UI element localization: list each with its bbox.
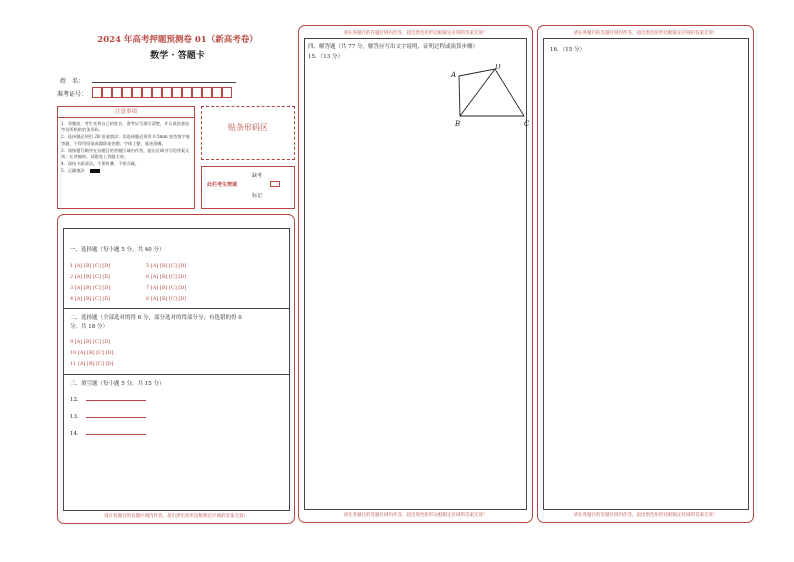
boundary-warning: 请在各题目的答题区域内作答，超出黑色矩形边框限定区域的答案无效！ bbox=[104, 514, 248, 519]
id-digit-box[interactable] bbox=[112, 87, 122, 98]
name-label: 姓 名： bbox=[60, 78, 85, 85]
section2-title-cont: 分，共 18 分） bbox=[70, 324, 108, 330]
divider bbox=[64, 308, 289, 309]
notice-item: 3．请按题号顺序在各题目的答题区域内作答，超出区域书写的答案无效；在草稿纸、试题卷上答题无效。 bbox=[61, 147, 190, 160]
mc-row[interactable]: 5 [A] [B] [C] [D] bbox=[146, 263, 187, 269]
answer-panel-2 bbox=[298, 25, 533, 523]
id-boxes[interactable] bbox=[92, 87, 232, 98]
absent-top-label: 缺考 bbox=[252, 173, 263, 179]
id-digit-box[interactable] bbox=[172, 87, 182, 98]
divider bbox=[64, 374, 289, 375]
fill-blank-number: 13． bbox=[70, 414, 83, 420]
mc-row[interactable]: 9 [A] [B] [C] [D] bbox=[70, 339, 111, 345]
section3-title: 三、填空题（每小题 5 分，共 15 分） bbox=[70, 381, 165, 387]
fill-blank-row[interactable] bbox=[70, 428, 146, 437]
boundary-warning: 请在各题目的答题区域内作答，超出黑色矩形边框限定区域的答案无效！ bbox=[343, 31, 488, 36]
fill-blank-line[interactable] bbox=[86, 411, 146, 418]
id-digit-box[interactable] bbox=[152, 87, 162, 98]
id-digit-box[interactable] bbox=[192, 87, 202, 98]
page-subtitle: 数学 · 答题卡 bbox=[150, 51, 205, 61]
notice-item: 2．选择题必须用 2B 铅笔填涂；非选择题必须用 0.5mm 黑色签字笔答题，不得用铅笔或圆珠笔答题；字体工整、笔迹清晰。 bbox=[61, 134, 190, 146]
fill-blank-number: 12． bbox=[70, 397, 83, 403]
fill-blank-row[interactable] bbox=[70, 411, 146, 420]
section1-title: 一、选择题（每小题 5 分，共 40 分） bbox=[70, 247, 165, 253]
mc-row[interactable]: 7 [A] [B] [C] [D] bbox=[146, 285, 187, 291]
id-digit-box[interactable] bbox=[142, 87, 152, 98]
boundary-warning: 请在各题目的答题区域内作答，超出黑色矩形边框限定区域的答案无效！ bbox=[573, 513, 718, 518]
vertex-a-label: A bbox=[451, 71, 457, 79]
id-digit-box[interactable] bbox=[102, 87, 112, 98]
notice-item bbox=[61, 168, 191, 174]
boundary-warning: 请在各题目的答题区域内作答，超出黑色矩形边框限定区域的答案无效！ bbox=[343, 513, 488, 518]
notice-body bbox=[58, 118, 194, 175]
barcode-area: 贴条形码区 bbox=[201, 106, 295, 160]
id-digit-box[interactable] bbox=[222, 87, 232, 98]
absent-box bbox=[201, 166, 295, 209]
section4-title: 四、解答题（共 77 分，解答应写出文字说明，证明过程或演算步骤） bbox=[308, 44, 478, 50]
mc-row[interactable]: 6 [A] [B] [C] [D] bbox=[146, 274, 187, 280]
absent-bottom-label: 标记 bbox=[252, 193, 263, 199]
id-label: 准考证号： bbox=[57, 91, 88, 98]
notice-item: 1．答题前，考生先将自己的姓名，准考证号填写清楚，并认真检查监考员所粘贴的条形码。 bbox=[61, 121, 190, 133]
notice-item: 4．保持卡面清洁，不要折叠、不要弄破。 bbox=[61, 161, 140, 167]
fill-blank-number: 14． bbox=[70, 431, 83, 437]
fill-blank-row[interactable] bbox=[70, 394, 146, 403]
answer-panel-1 bbox=[57, 214, 295, 524]
vertex-d-label: D bbox=[495, 64, 501, 71]
quadrilateral-figure bbox=[440, 64, 530, 134]
fill-blank-line[interactable] bbox=[86, 428, 146, 435]
answer-frame-2[interactable] bbox=[304, 38, 530, 510]
mc-row[interactable]: 10 [A] [B] [C] [D] bbox=[70, 350, 114, 356]
notice-item-text: 5．正确填涂 bbox=[61, 168, 85, 174]
quadrilateral-outline bbox=[459, 69, 524, 116]
mc-row[interactable]: 11 [A] [B] [C] [D] bbox=[70, 361, 114, 367]
absent-mark-box[interactable] bbox=[270, 181, 280, 187]
notice-box bbox=[57, 106, 195, 209]
mc-row[interactable]: 1 [A] [B] [C] [D] bbox=[70, 263, 111, 269]
q15-label: 15．（13 分） bbox=[308, 54, 343, 60]
id-digit-box[interactable] bbox=[212, 87, 222, 98]
q16-label: 16．（15 分） bbox=[550, 47, 585, 53]
id-digit-box[interactable] bbox=[182, 87, 192, 98]
answer-frame-1 bbox=[63, 228, 290, 511]
page-title: 2024 年高考押题预测卷 01（新高考卷） bbox=[97, 35, 258, 45]
vertex-c-label: C bbox=[524, 120, 530, 128]
answer-frame-3[interactable] bbox=[543, 38, 749, 510]
answer-panel-3 bbox=[537, 25, 754, 523]
id-digit-box[interactable] bbox=[132, 87, 142, 98]
mc-row[interactable]: 8 [A] [B] [C] [D] bbox=[146, 296, 187, 302]
absent-label: 此栏考生禁填 bbox=[207, 182, 238, 188]
mc-row[interactable]: 2 [A] [B] [C] [D] bbox=[70, 274, 111, 280]
section2-title: 二、选择题（全部选对的得 6 分，部分选对的得部分分，有选错的得 0 bbox=[70, 315, 242, 321]
filled-mark-icon bbox=[90, 169, 100, 173]
diagonal-bd bbox=[460, 69, 495, 116]
name-field[interactable] bbox=[92, 82, 236, 83]
fill-blank-line[interactable] bbox=[86, 394, 146, 401]
mc-row[interactable]: 4 [A] [B] [C] [D] bbox=[70, 296, 111, 302]
boundary-warning: 请在各题目的答题区域内作答，超出黑色矩形边框限定区域的答案无效！ bbox=[573, 31, 718, 36]
id-digit-box[interactable] bbox=[122, 87, 132, 98]
mc-row[interactable]: 3 [A] [B] [C] [D] bbox=[70, 285, 111, 291]
notice-heading: 注意事项 bbox=[58, 107, 194, 118]
id-digit-box[interactable] bbox=[202, 87, 212, 98]
vertex-b-label: B bbox=[455, 120, 461, 128]
id-digit-box[interactable] bbox=[92, 87, 102, 98]
id-digit-box[interactable] bbox=[162, 87, 172, 98]
